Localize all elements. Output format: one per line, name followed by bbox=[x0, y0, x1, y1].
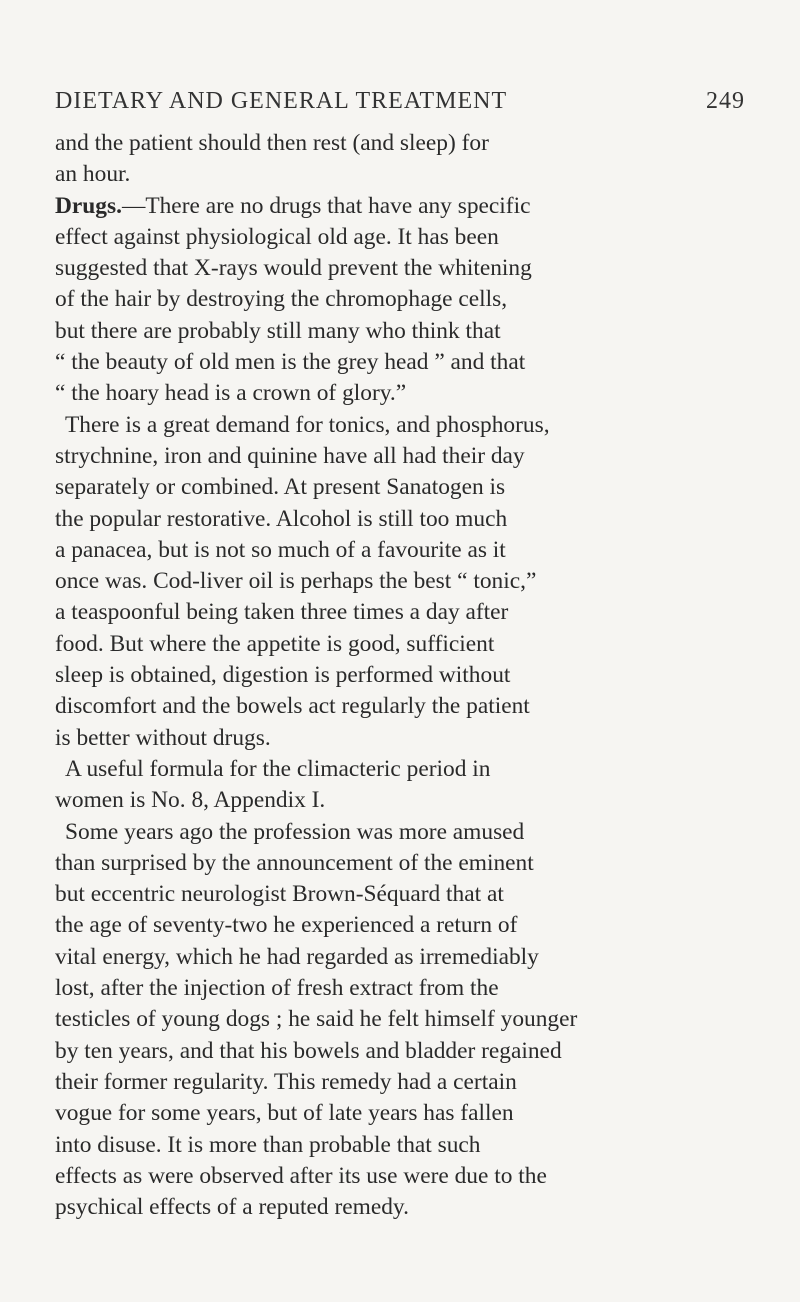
text-line: a panacea, but is not so much of a favourite as it bbox=[55, 536, 506, 563]
text-line: discomfort and the bowels act regularly the patient bbox=[55, 693, 530, 720]
page-number: 249 bbox=[706, 88, 745, 114]
text-line: effect against physiological old age. It has been bbox=[55, 223, 499, 250]
text-line: “ the hoary head is a crown of glory.” bbox=[55, 380, 407, 407]
text-line: their former regularity. This remedy had a certain bbox=[55, 1068, 517, 1095]
text-line: food. But where the appetite is good, sufficient bbox=[55, 630, 495, 657]
text-line: psychical effects of a reputed remedy. bbox=[55, 1194, 409, 1221]
text-line: separately or combined. At present Sanatogen is bbox=[55, 474, 506, 501]
text-line: A useful formula for the climacteric period in bbox=[65, 755, 491, 782]
text-line: testicles of young dogs ; he said he felt himself younger bbox=[55, 1006, 578, 1033]
text-line: sleep is obtained, digestion is performed without bbox=[55, 662, 511, 689]
text-line: effects as were observed after its use were due to the bbox=[55, 1162, 547, 1189]
text-run: —There are no drugs that have any specific bbox=[121, 192, 531, 219]
text-line: vital energy, which he had regarded as irremediably bbox=[55, 943, 539, 970]
text-line: There is a great demand for tonics, and phosphorus, bbox=[65, 411, 550, 438]
text-line: but eccentric neurologist Brown-Séquard that at bbox=[55, 881, 504, 908]
text-line: the age of seventy-two he experienced a return of bbox=[55, 912, 518, 939]
text-line: once was. Cod-liver oil is perhaps the best “ tonic,” bbox=[55, 568, 537, 595]
running-head-title: DIETARY AND GENERAL TREATMENT bbox=[55, 88, 508, 114]
text-line: and the patient should then rest (and sleep) for bbox=[55, 130, 489, 156]
text-line: a teaspoonful being taken three times a day after bbox=[55, 599, 509, 626]
text-line: the popular restorative. Alcohol is still too much bbox=[55, 505, 508, 532]
text-line: women is No. 8, Appendix I. bbox=[55, 787, 326, 814]
running-head bbox=[55, 88, 745, 115]
body-text bbox=[55, 128, 745, 1223]
text-line: than surprised by the announcement of the eminent bbox=[55, 849, 534, 876]
text-line: strychnine, iron and quinine have all had their day bbox=[55, 442, 525, 469]
text-line: suggested that X-rays would prevent the whitening bbox=[55, 255, 532, 282]
text-line: of the hair by destroying the chromophage cells, bbox=[55, 286, 508, 313]
text-line: but there are probably still many who think that bbox=[55, 317, 501, 344]
text-line bbox=[55, 191, 745, 222]
text-line: by ten years, and that his bowels and bladder regained bbox=[55, 1037, 562, 1064]
text-line: an hour. bbox=[55, 161, 131, 188]
text-line: is better without drugs. bbox=[55, 724, 271, 751]
text-line: “ the beauty of old men is the grey head ” and that bbox=[55, 349, 526, 376]
text-line: into disuse. It is more than probable that such bbox=[55, 1131, 481, 1158]
text-line: lost, after the injection of fresh extract from the bbox=[55, 975, 499, 1002]
section-heading: Drugs. bbox=[55, 192, 122, 219]
text-line: Some years ago the profession was more amused bbox=[65, 818, 525, 845]
text-line: vogue for some years, but of late years has fallen bbox=[55, 1100, 514, 1127]
